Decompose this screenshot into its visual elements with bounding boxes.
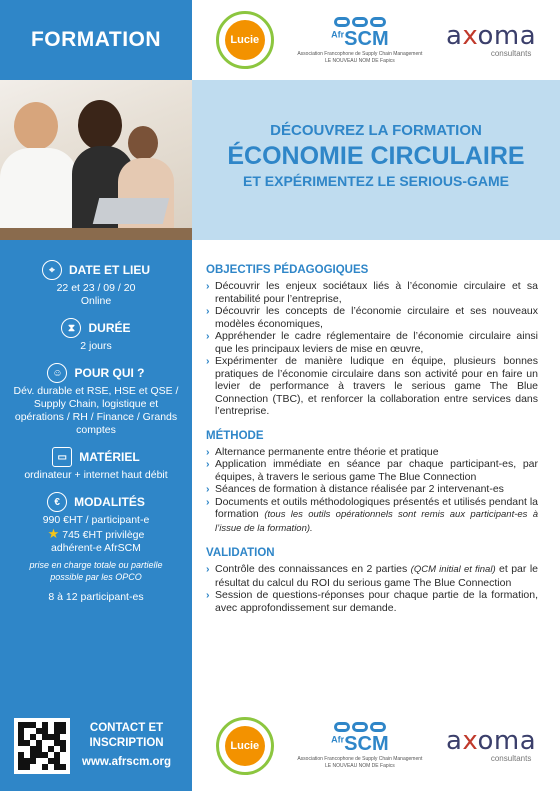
afrscm-subtitle-2: LE NOUVEAU NOM DE Fapics [325,57,395,64]
main-content [192,240,560,700]
formation-banner [0,0,192,80]
lucie-logo-text: Lucie [225,726,265,766]
location-pin-icon: ⌖ [42,260,62,280]
validation-title: VALIDATION [206,547,275,559]
list-item: › Application immédiate en séance par chaque participant-es, par équipes, à travers le serious game The Blue Connection [206,458,538,483]
axoma-logo [446,728,536,763]
chain-icon [334,17,386,27]
afrscm-logo [297,17,422,64]
axoma-rest: oma [477,726,537,756]
duree-value: 2 jours [80,340,112,352]
axoma-logo [445,20,537,58]
axoma-subtitle: consultants [490,754,532,763]
website-link[interactable]: www.afrscm.org [82,756,172,768]
qr-code-icon[interactable] [14,718,70,774]
euro-icon: € [47,492,67,512]
list-item: › Appréhender le cadre réglementaire de l’économie circulaire ainsi que les principaux leviers de mise en œuvre, [206,330,538,355]
afrscm-sup: Afr [331,28,345,39]
axoma-a: a [445,20,463,51]
materiel-title: MATÉRIEL [79,450,140,464]
validation-section [206,547,538,614]
list-item: › Expérimenter de manière ludique en équipe, plusieurs bonnes pratiques de l’économie circulaire dans son activité pour en faire un levier de performance à travers le serious game The Blue Connection (TBC), et renforcer la collaboration entre services dans l’entreprise. [206,355,538,418]
list-item [206,563,538,589]
list-item [206,496,538,536]
afrscm-name: SCM [344,27,389,50]
partner-logos-top [192,0,560,80]
materiel-block [0,447,192,482]
modalites-title: MODALITÉS [74,495,145,509]
list-item: › Session de questions-réponses pour chaque partie de la formation, avec approfondissement sur demande. [206,589,538,614]
contact-block [0,700,192,791]
qui-block [0,363,192,437]
price-member-label: adhérent-e AfrSCM [51,542,141,554]
hourglass-icon: ⧗ [61,318,81,338]
modalites-block [0,492,192,604]
list-item: › Alternance permanente entre théorie et pratique [206,446,538,459]
duree-title: DURÉE [88,321,131,335]
methode-last-text: Documents et outils méthodologiques présentés et utilisés pendant la formation [215,495,538,520]
axoma-a: a [445,726,463,756]
afrscm-sup: Afr [331,734,345,745]
afrscm-subtitle-2: LE NOUVEAU NOM DE Fapics [325,763,395,769]
afrscm-logo [297,722,422,769]
materiel-value: ordinateur + internet haut débit [24,469,168,481]
duree-block [0,318,192,353]
validation-item-1-note: (QCM initial et final) [410,564,496,575]
list-item: › Découvrir les concepts de l’économie circulaire et ses nouveaux modèles économiques, [206,305,538,330]
validation-item-1a: Contrôle des connaissances en 2 parties [215,563,411,575]
date-block [0,260,192,308]
methode-section [206,430,538,536]
axoma-x: x [462,726,478,756]
afrscm-subtitle: Association Francophone de Supply Chain Management [297,50,423,57]
contact-line-1: CONTACT ET [89,722,164,734]
afrscm-name: SCM [344,733,389,755]
location-value: Online [80,295,112,307]
qui-value: Dév. durable et RSE, HSE et QSE / Supply Chain, logistique et opérations / RH / Finance / Grands comptes [13,385,179,436]
list-item: › Découvrir les enjeux sociétaux liés à l’économie circulaire et sa rentabilité pour l’entreprise, [206,280,538,305]
info-sidebar [0,240,192,700]
contact-line-2: INSCRIPTION [89,737,164,749]
objectifs-title: OBJECTIFS PÉDAGOGIQUES [206,264,369,276]
qui-title: POUR QUI ? [74,366,145,380]
lucie-logo [216,717,274,775]
axoma-subtitle: consultants [490,48,532,58]
laptop-icon: ▭ [52,447,72,467]
lucie-logo-text: Lucie [225,20,265,60]
axoma-x: x [462,20,478,51]
price-standard: 990 €HT / participant-e [42,514,150,526]
date-value: 22 et 23 / 09 / 20 [56,282,136,294]
lucie-logo [216,11,274,69]
objectifs-section [206,264,538,418]
star-icon: ★ [47,526,60,541]
price-member: 745 €HT privilège [62,529,145,541]
list-item: › Séances de formation à distance réalisée par 2 intervenant-es [206,483,538,496]
opco-note: prise en charge totale ou partielle possible par les OPCO [29,560,163,582]
date-title: DATE ET LIEU [68,263,151,277]
team-photo [0,80,192,240]
hero-line-3: ET EXPÉRIMENTEZ LE SERIOUS-GAME [242,173,510,189]
chain-icon [334,722,386,732]
partner-logos-bottom [192,700,560,791]
axoma-rest: oma [477,20,537,51]
methode-title: MÉTHODE [206,429,264,442]
group-icon: ☺ [47,363,67,383]
validation-item-1b: et par le résultat du calcul du ROI du serious game The Blue Connection [215,563,538,589]
hero-title-block [192,80,560,240]
hero-line-1: DÉCOUVREZ LA FORMATION [270,122,482,139]
afrscm-subtitle: Association Francophone de Supply Chain Management [297,756,423,762]
hero-title: ÉCONOMIE CIRCULAIRE [227,142,525,170]
formation-label: FORMATION [30,28,162,51]
methode-last-note: (tous les outils opérationnels sont remis aux participant-es à l’issue de la formation). [215,509,538,534]
participants-count: 8 à 12 participant-es [48,591,144,603]
